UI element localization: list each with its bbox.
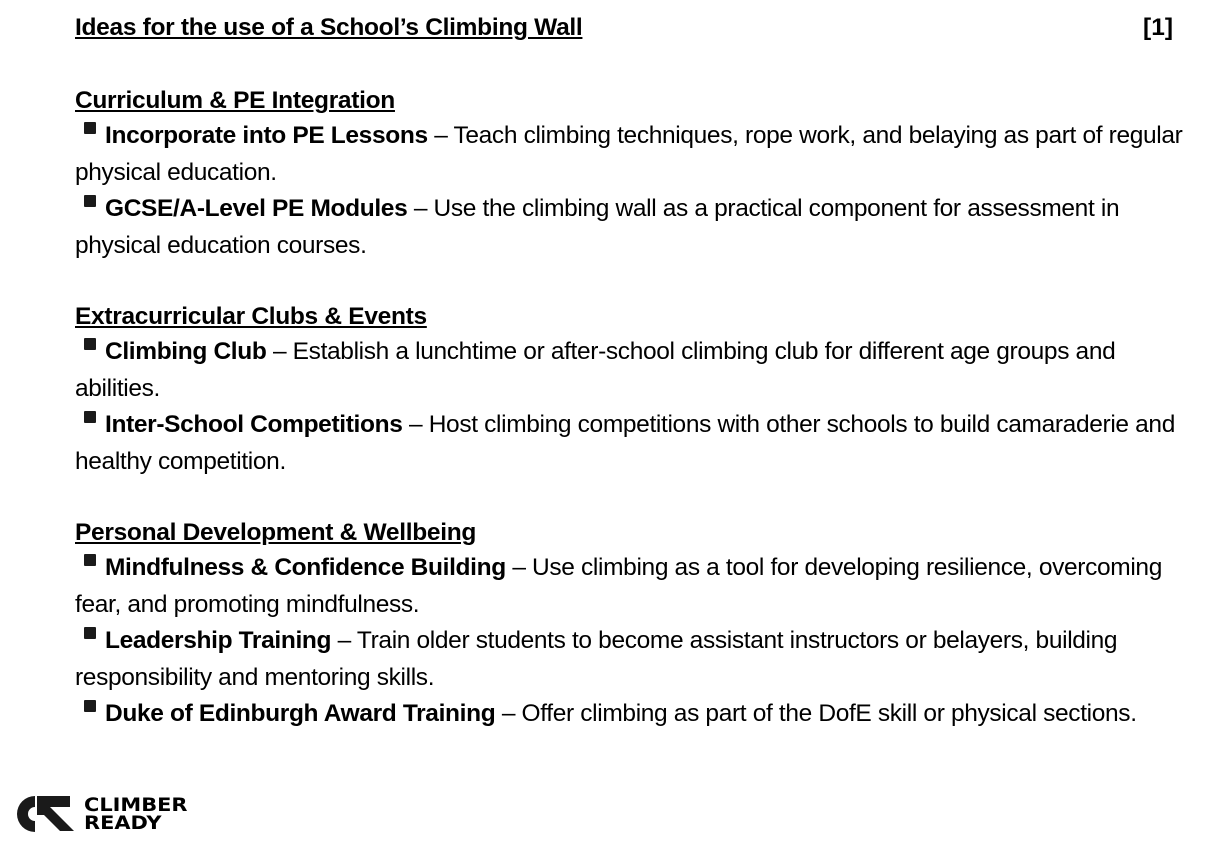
section-curriculum: [75, 84, 1185, 264]
item-text: – Use the climbing wall as a practical component for assessment in physical education courses.: [75, 195, 1120, 259]
list-item: [75, 334, 1185, 407]
item-title: Inter-School Competitions: [105, 411, 403, 438]
section-heading: Personal Development & Wellbeing: [75, 519, 477, 546]
square-bullet-icon: [84, 195, 96, 207]
section-heading: Curriculum & PE Integration: [75, 87, 395, 114]
list-item: [75, 550, 1185, 623]
logo-line-1: CLIMBER: [84, 794, 188, 816]
section-personal-development: [75, 516, 1185, 733]
section-heading: Extracurricular Clubs & Events: [75, 303, 427, 330]
item-title: Mindfulness & Confidence Building: [105, 554, 506, 581]
item-title: GCSE/A-Level PE Modules: [105, 195, 408, 222]
climber-ready-logo: [14, 793, 188, 835]
item-text: – Teach climbing techniques, rope work, and belaying as part of regular physical education.: [75, 122, 1183, 186]
list-item: [75, 191, 1185, 264]
logo-wordmark: [84, 796, 188, 832]
square-bullet-icon: [84, 554, 96, 566]
square-bullet-icon: [84, 122, 96, 134]
page-marker: [1]: [1143, 14, 1173, 41]
item-title: Incorporate into PE Lessons: [105, 122, 428, 149]
title-row: [75, 14, 1185, 48]
item-text: – Establish a lunchtime or after-school climbing club for different age groups and abilities.: [75, 338, 1116, 402]
square-bullet-icon: [84, 700, 96, 712]
square-bullet-icon: [84, 338, 96, 350]
document-title: Ideas for the use of a School’s Climbing Wall: [75, 14, 583, 41]
square-bullet-icon: [84, 411, 96, 423]
list-item: [75, 118, 1185, 191]
climber-ready-logo-icon: [14, 793, 76, 835]
list-item: [75, 407, 1185, 480]
item-title: Leadership Training: [105, 627, 332, 654]
square-bullet-icon: [84, 627, 96, 639]
item-text: – Host climbing competitions with other schools to build camaraderie and healthy competition.: [75, 411, 1175, 475]
item-title: Climbing Club: [105, 338, 267, 365]
section-extracurricular: [75, 300, 1185, 480]
logo-line-2: READY: [84, 812, 162, 834]
item-text: – Use climbing as a tool for developing resilience, overcoming fear, and promoting mindfulness.: [75, 554, 1162, 618]
list-item: [75, 623, 1185, 696]
item-title: Duke of Edinburgh Award Training: [105, 700, 496, 727]
document-page: [75, 14, 1185, 733]
list-item: [75, 696, 1185, 733]
item-text: – Offer climbing as part of the DofE skill or physical sections.: [495, 700, 1137, 727]
item-text: – Train older students to become assistant instructors or belayers, building responsibility and mentoring skills.: [75, 627, 1118, 691]
